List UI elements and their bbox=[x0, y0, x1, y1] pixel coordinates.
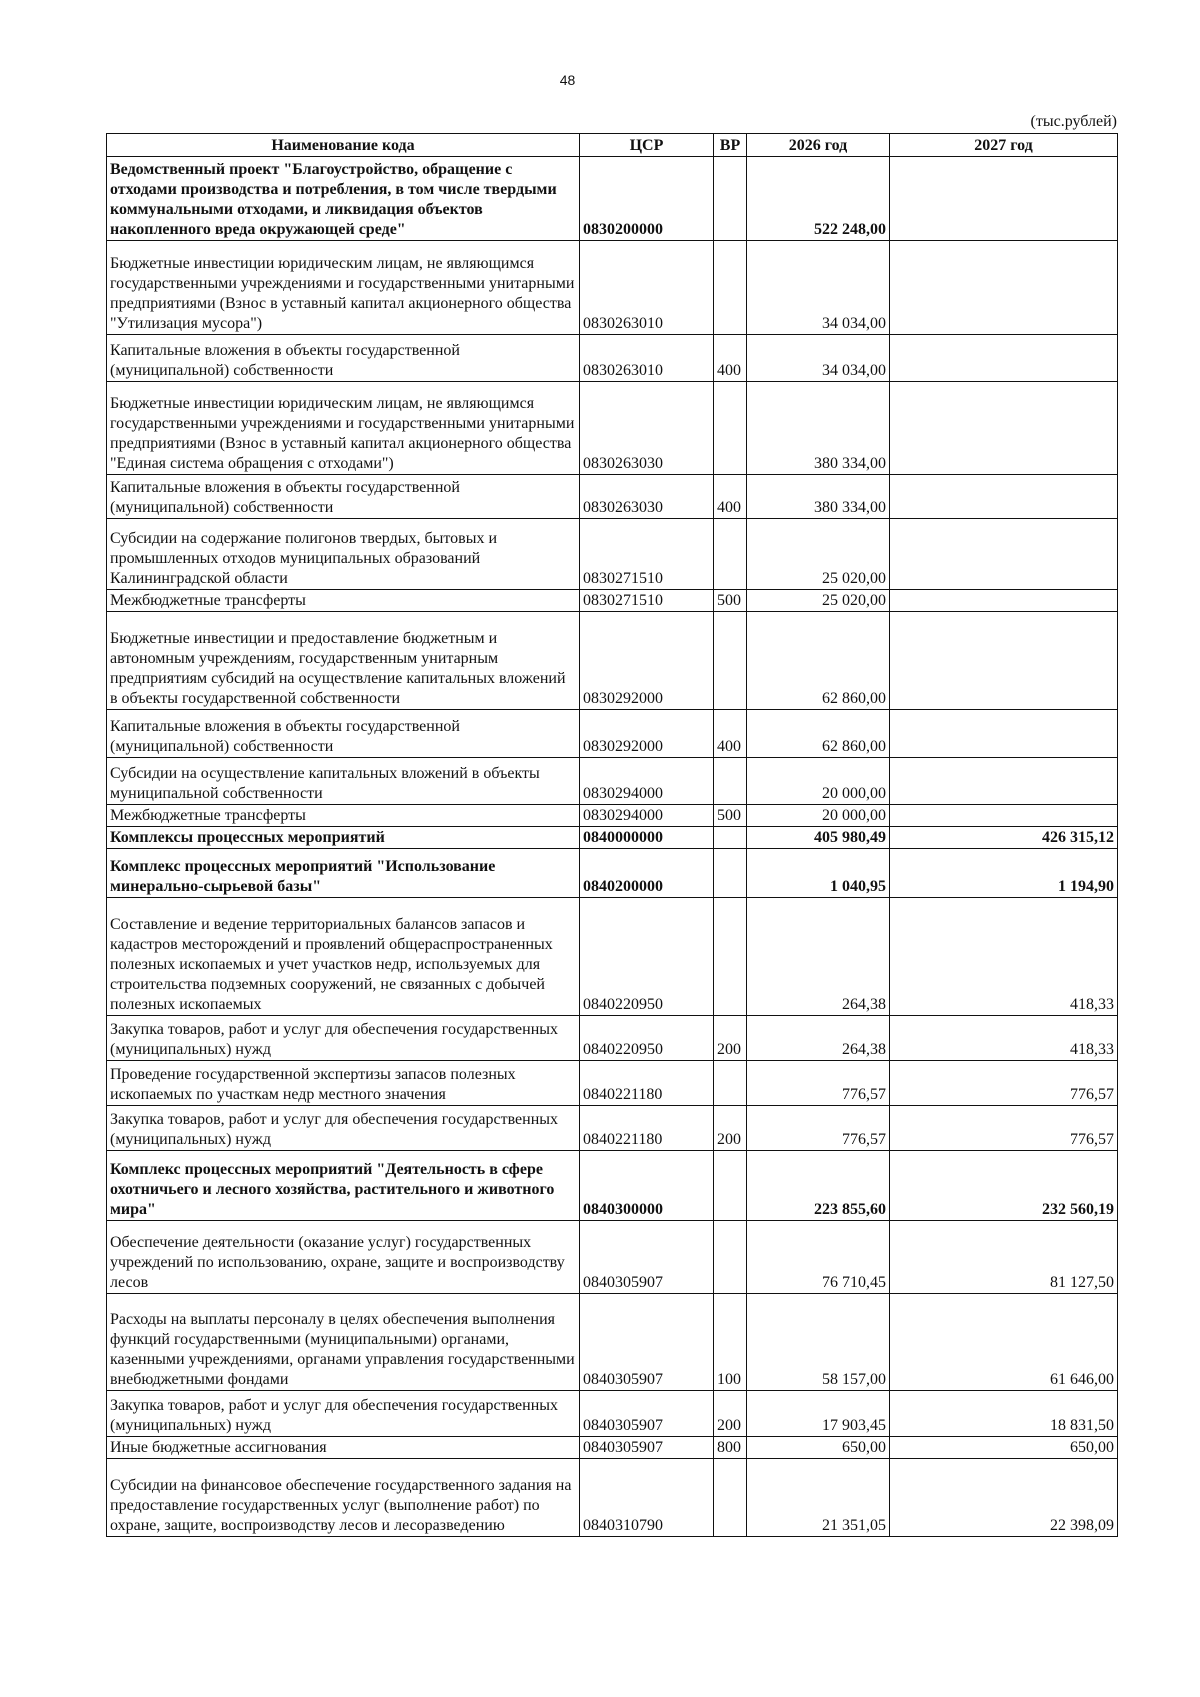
row-csr: 0840305907 bbox=[580, 1391, 714, 1437]
row-csr: 0840221180 bbox=[580, 1106, 714, 1151]
table-row bbox=[107, 805, 1118, 827]
row-name: Бюджетные инвестиции юридическим лицам, не являющимся государственными учреждениями и государственными унитарными предприятиями (Взнос в уставный капитал акционерного общества "Единая система обращения с отходами") bbox=[107, 382, 580, 475]
row-2026: 380 334,00 bbox=[747, 382, 890, 475]
row-name: Капитальные вложения в объекты государственной (муниципальной) собственности bbox=[107, 710, 580, 758]
table-row bbox=[107, 827, 1118, 849]
row-2026: 20 000,00 bbox=[747, 805, 890, 827]
row-csr: 0840305907 bbox=[580, 1221, 714, 1294]
table-row bbox=[107, 157, 1118, 241]
row-2027 bbox=[890, 475, 1118, 519]
budget-table bbox=[106, 133, 1118, 1537]
row-vr bbox=[714, 519, 747, 590]
table-row bbox=[107, 612, 1118, 710]
row-vr bbox=[714, 612, 747, 710]
row-name: Капитальные вложения в объекты государственной (муниципальной) собственности bbox=[107, 475, 580, 519]
table-row bbox=[107, 1106, 1118, 1151]
table-row bbox=[107, 1151, 1118, 1221]
row-name: Бюджетные инвестиции юридическим лицам, не являющимся государственными учреждениями и государственными унитарными предприятиями (Взнос в уставный капитал акционерного общества "Утилизация мусора") bbox=[107, 241, 580, 335]
row-2027 bbox=[890, 612, 1118, 710]
row-name: Субсидии на финансовое обеспечение государственного задания на предоставление государственных услуг (выполнение работ) по охране, защите, воспроизводству лесов и лесоразведению bbox=[107, 1459, 580, 1537]
row-2027 bbox=[890, 805, 1118, 827]
header-2026: 2026 год bbox=[747, 134, 890, 157]
table-row bbox=[107, 241, 1118, 335]
row-name: Проведение государственной экспертизы запасов полезных ископаемых по участкам недр местного значения bbox=[107, 1061, 580, 1106]
row-2026: 20 000,00 bbox=[747, 758, 890, 805]
row-csr: 0840220950 bbox=[580, 898, 714, 1016]
row-2026: 405 980,49 bbox=[747, 827, 890, 849]
row-name: Межбюджетные трансферты bbox=[107, 805, 580, 827]
row-2026: 380 334,00 bbox=[747, 475, 890, 519]
row-name: Обеспечение деятельности (оказание услуг) государственных учреждений по использованию, охране, защите и воспроизводству лесов bbox=[107, 1221, 580, 1294]
row-vr bbox=[714, 157, 747, 241]
row-vr: 400 bbox=[714, 335, 747, 382]
row-csr: 0840305907 bbox=[580, 1437, 714, 1459]
row-csr: 0840305907 bbox=[580, 1294, 714, 1391]
row-2027 bbox=[890, 335, 1118, 382]
row-vr: 200 bbox=[714, 1391, 747, 1437]
row-name: Комплексы процессных мероприятий bbox=[107, 827, 580, 849]
row-2026: 34 034,00 bbox=[747, 241, 890, 335]
table-row bbox=[107, 1437, 1118, 1459]
row-2027 bbox=[890, 590, 1118, 612]
row-vr bbox=[714, 827, 747, 849]
header-csr: ЦСР bbox=[580, 134, 714, 157]
table-row bbox=[107, 710, 1118, 758]
units-label: (тыс.рублей) bbox=[1030, 113, 1117, 130]
row-csr: 0830292000 bbox=[580, 710, 714, 758]
row-name: Расходы на выплаты персоналу в целях обеспечения выполнения функций государственными (муниципальными) органами, казенными учреждениями, органами управления государственными внебюджетными фондами bbox=[107, 1294, 580, 1391]
header-name: Наименование кода bbox=[107, 134, 580, 157]
row-vr: 100 bbox=[714, 1294, 747, 1391]
row-csr: 0830271510 bbox=[580, 590, 714, 612]
table-row bbox=[107, 1016, 1118, 1061]
row-2026: 1 040,95 bbox=[747, 849, 890, 898]
row-name: Капитальные вложения в объекты государственной (муниципальной) собственности bbox=[107, 335, 580, 382]
row-2026: 62 860,00 bbox=[747, 612, 890, 710]
table-row bbox=[107, 519, 1118, 590]
row-csr: 0830263010 bbox=[580, 241, 714, 335]
row-2027: 18 831,50 bbox=[890, 1391, 1118, 1437]
row-2026: 776,57 bbox=[747, 1061, 890, 1106]
table-row bbox=[107, 335, 1118, 382]
row-2027 bbox=[890, 382, 1118, 475]
row-2027: 776,57 bbox=[890, 1061, 1118, 1106]
row-vr: 800 bbox=[714, 1437, 747, 1459]
row-name: Бюджетные инвестиции и предоставление бюджетным и автономным учреждениям, государственным унитарным предприятиям субсидий на осуществление капитальных вложений в объекты государственной собственности bbox=[107, 612, 580, 710]
row-2026: 62 860,00 bbox=[747, 710, 890, 758]
table-row bbox=[107, 1294, 1118, 1391]
row-vr bbox=[714, 849, 747, 898]
row-name: Составление и ведение территориальных балансов запасов и кадастров месторождений и проявлений общераспространенных полезных ископаемых и учет участков недр, используемых для строительства подземных сооружений, не связанных с добычей полезных ископаемых bbox=[107, 898, 580, 1016]
row-vr: 400 bbox=[714, 710, 747, 758]
row-2026: 76 710,45 bbox=[747, 1221, 890, 1294]
row-csr: 0840221180 bbox=[580, 1061, 714, 1106]
row-2026: 264,38 bbox=[747, 1016, 890, 1061]
row-csr: 0840300000 bbox=[580, 1151, 714, 1221]
row-2027: 426 315,12 bbox=[890, 827, 1118, 849]
table-row bbox=[107, 898, 1118, 1016]
row-2026: 34 034,00 bbox=[747, 335, 890, 382]
table-row bbox=[107, 758, 1118, 805]
row-2027: 22 398,09 bbox=[890, 1459, 1118, 1537]
row-vr bbox=[714, 1459, 747, 1537]
row-csr: 0830271510 bbox=[580, 519, 714, 590]
row-csr: 0830263030 bbox=[580, 475, 714, 519]
header-2027: 2027 год bbox=[890, 134, 1118, 157]
row-2027 bbox=[890, 758, 1118, 805]
row-name: Ведомственный проект "Благоустройство, обращение с отходами производства и потребления, в том числе твердыми коммунальными отходами, и ликвидация объектов накопленного вреда окружающей среде" bbox=[107, 157, 580, 241]
row-2027 bbox=[890, 519, 1118, 590]
row-vr: 400 bbox=[714, 475, 747, 519]
row-2027: 232 560,19 bbox=[890, 1151, 1118, 1221]
row-2026: 522 248,00 bbox=[747, 157, 890, 241]
row-name: Закупка товаров, работ и услуг для обеспечения государственных (муниципальных) нужд bbox=[107, 1016, 580, 1061]
row-csr: 0830292000 bbox=[580, 612, 714, 710]
row-vr: 500 bbox=[714, 805, 747, 827]
row-2026: 650,00 bbox=[747, 1437, 890, 1459]
table-row bbox=[107, 1391, 1118, 1437]
row-vr bbox=[714, 382, 747, 475]
row-csr: 0840310790 bbox=[580, 1459, 714, 1537]
row-csr: 0840200000 bbox=[580, 849, 714, 898]
table-row bbox=[107, 590, 1118, 612]
row-2027: 81 127,50 bbox=[890, 1221, 1118, 1294]
row-2027: 61 646,00 bbox=[890, 1294, 1118, 1391]
row-csr: 0840220950 bbox=[580, 1016, 714, 1061]
row-2027: 776,57 bbox=[890, 1106, 1118, 1151]
row-vr: 200 bbox=[714, 1106, 747, 1151]
row-vr bbox=[714, 1061, 747, 1106]
row-2027 bbox=[890, 157, 1118, 241]
row-2026: 21 351,05 bbox=[747, 1459, 890, 1537]
row-vr bbox=[714, 758, 747, 805]
row-name: Закупка товаров, работ и услуг для обеспечения государственных (муниципальных) нужд bbox=[107, 1391, 580, 1437]
header-row bbox=[107, 134, 1118, 157]
row-2026: 25 020,00 bbox=[747, 590, 890, 612]
row-csr: 0830263030 bbox=[580, 382, 714, 475]
row-2026: 25 020,00 bbox=[747, 519, 890, 590]
row-name: Комплекс процессных мероприятий "Деятельность в сфере охотничьего и лесного хозяйства, растительного и животного мира" bbox=[107, 1151, 580, 1221]
row-2027: 1 194,90 bbox=[890, 849, 1118, 898]
row-2027: 650,00 bbox=[890, 1437, 1118, 1459]
row-name: Комплекс процессных мероприятий "Использование минерально-сырьевой базы" bbox=[107, 849, 580, 898]
row-2027 bbox=[890, 710, 1118, 758]
table-row bbox=[107, 849, 1118, 898]
row-2026: 17 903,45 bbox=[747, 1391, 890, 1437]
row-name: Иные бюджетные ассигнования bbox=[107, 1437, 580, 1459]
row-csr: 0840000000 bbox=[580, 827, 714, 849]
row-2026: 58 157,00 bbox=[747, 1294, 890, 1391]
row-2027: 418,33 bbox=[890, 1016, 1118, 1061]
table-row bbox=[107, 475, 1118, 519]
row-vr bbox=[714, 898, 747, 1016]
table-row bbox=[107, 1061, 1118, 1106]
row-2026: 264,38 bbox=[747, 898, 890, 1016]
row-csr: 0830294000 bbox=[580, 805, 714, 827]
row-name: Субсидии на содержание полигонов твердых, бытовых и промышленных отходов муниципальных образований Калининградской области bbox=[107, 519, 580, 590]
row-vr: 200 bbox=[714, 1016, 747, 1061]
row-vr: 500 bbox=[714, 590, 747, 612]
row-name: Субсидии на осуществление капитальных вложений в объекты муниципальной собственности bbox=[107, 758, 580, 805]
row-2027: 418,33 bbox=[890, 898, 1118, 1016]
row-vr bbox=[714, 1151, 747, 1221]
row-name: Межбюджетные трансферты bbox=[107, 590, 580, 612]
row-csr: 0830200000 bbox=[580, 157, 714, 241]
table-row bbox=[107, 1221, 1118, 1294]
row-name: Закупка товаров, работ и услуг для обеспечения государственных (муниципальных) нужд bbox=[107, 1106, 580, 1151]
row-2026: 223 855,60 bbox=[747, 1151, 890, 1221]
table-row bbox=[107, 1459, 1118, 1537]
row-2027 bbox=[890, 241, 1118, 335]
table-row bbox=[107, 382, 1118, 475]
row-csr: 0830294000 bbox=[580, 758, 714, 805]
row-vr bbox=[714, 241, 747, 335]
row-csr: 0830263010 bbox=[580, 335, 714, 382]
header-vr: ВР bbox=[714, 134, 747, 157]
row-vr bbox=[714, 1221, 747, 1294]
page-number: 48 bbox=[559, 72, 576, 88]
row-2026: 776,57 bbox=[747, 1106, 890, 1151]
